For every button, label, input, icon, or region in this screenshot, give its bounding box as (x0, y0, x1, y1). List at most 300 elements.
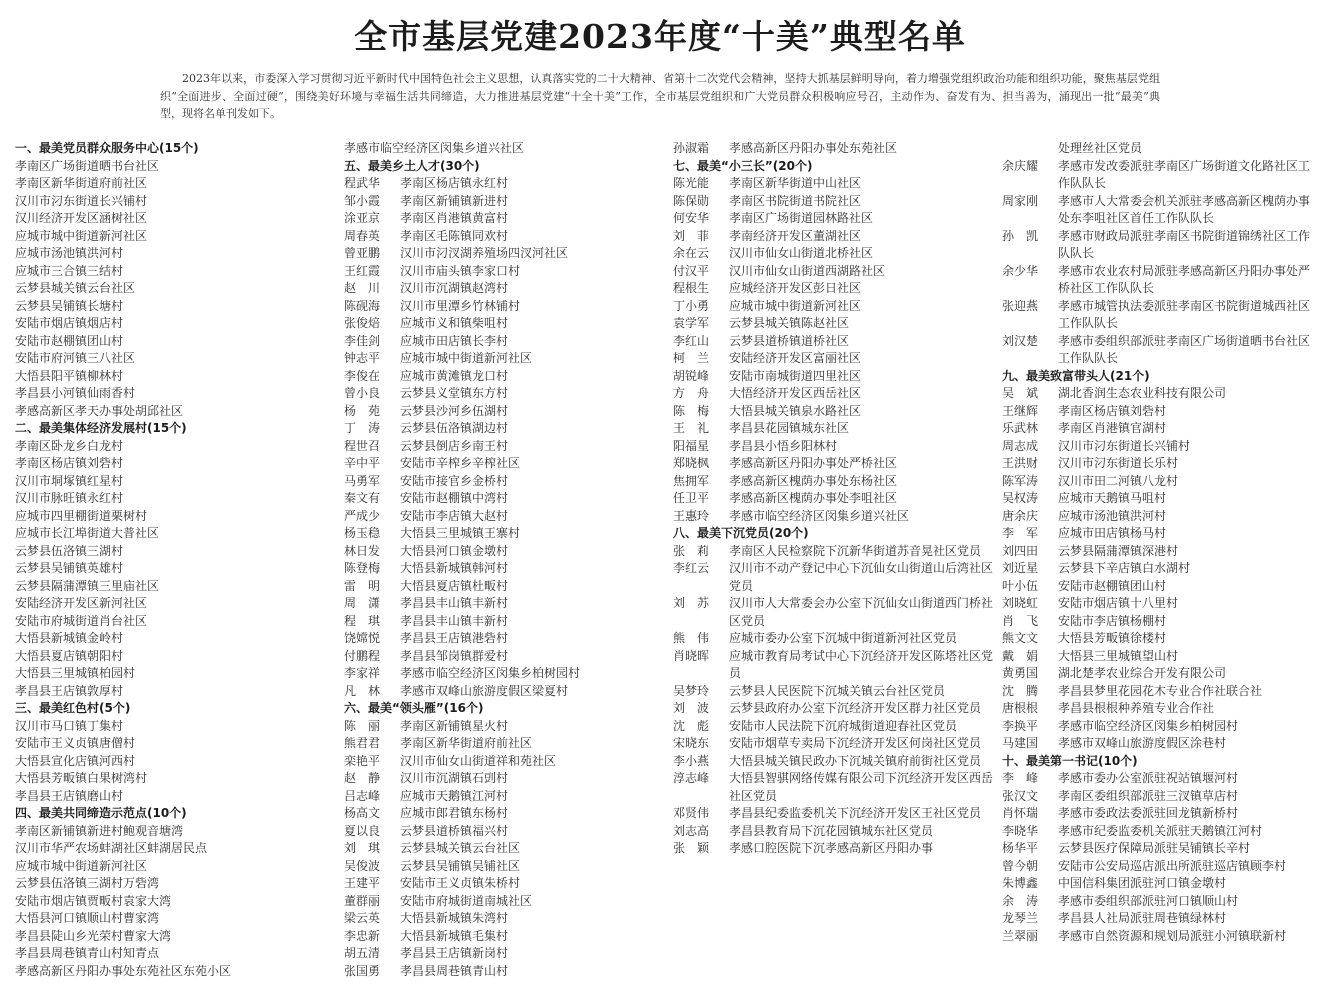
list-item: 云梦县伍洛镇三湖村万砦湾 (15, 876, 160, 890)
honoree-entry (1002, 840, 1314, 858)
list-item: 安陆市王义贞镇唐僧村 (15, 736, 136, 750)
list-column-2 (344, 140, 662, 982)
honoree-name: 胡锐峰 (673, 368, 710, 383)
section-heading: 三、最美红色村(5个) (15, 701, 131, 715)
honoree-name: 曾今朝 (1002, 858, 1039, 873)
honoree-unit: 汉川市田二河镇八龙村 (1058, 473, 1179, 488)
honoree-name: 郑晓枫 (673, 456, 710, 470)
honoree-entry (344, 473, 662, 491)
honoree-entry (1002, 333, 1314, 368)
honoree-name: 张汉文 (1002, 788, 1039, 803)
honoree-name: 熊 伟 (673, 631, 710, 645)
honoree-name: 吴俊波 (344, 858, 381, 873)
list-item: 汉川市马口镇丁集村 (15, 718, 124, 733)
honoree-name: 李小燕 (673, 753, 710, 768)
honoree-entry (673, 438, 995, 456)
honoree-entry (344, 928, 662, 946)
honoree-name: 辛中平 (344, 456, 381, 470)
honoree-unit: 云梦县倒店乡南王村 (400, 438, 509, 453)
honoree-entry (673, 508, 995, 526)
honoree-entry (1002, 630, 1314, 648)
honoree-unit: 应城市田店镇杨马村 (1058, 526, 1167, 540)
honoree-name: 龙琴兰 (1002, 911, 1039, 925)
honoree-name: 周志成 (1002, 438, 1039, 453)
honoree-unit: 孝感高新区槐荫办事处东杨社区 (729, 473, 898, 488)
honoree-unit: 湖北香润生态农业科技有限公司 (1058, 386, 1227, 400)
honoree-entry (673, 735, 995, 753)
honoree-entry (673, 823, 995, 841)
honoree-unit: 汉川市人大常委会办公室下沉仙女山街道西门桥社区党员 (729, 596, 994, 628)
honoree-entry (344, 963, 662, 981)
honoree-unit: 应城市城中街道新河社区 (729, 298, 862, 313)
honoree-name: 周家刚 (1002, 193, 1039, 208)
honoree-name: 钟志平 (344, 351, 381, 365)
honoree-unit: 云梦县沙河乡伍湖村 (400, 403, 509, 418)
honoree-name: 陈 梅 (673, 403, 710, 418)
honoree-name: 程世召 (344, 438, 381, 453)
honoree-name: 宋晓东 (673, 736, 710, 750)
honoree-unit: 云梦县人民医院下沉城关镇云台社区党员 (729, 683, 946, 698)
honoree-unit: 中国信科集团派驻河口镇金墩村 (1058, 876, 1227, 890)
honoree-entry (344, 893, 662, 911)
honoree-entry (673, 700, 995, 718)
honoree-name: 刘汉楚 (1002, 333, 1039, 348)
honoree-entry (344, 665, 662, 683)
honoree-unit: 应城市黄滩镇龙口村 (400, 368, 509, 383)
honoree-name: 赵 静 (344, 771, 381, 785)
honoree-name: 曾亚鹏 (344, 246, 381, 260)
honoree-entry (673, 193, 995, 211)
honoree-name: 栾艳平 (344, 753, 381, 768)
honoree-unit: 应城市教育局考试中心下沉经济开发区陈塔社区党员 (729, 648, 994, 680)
honoree-entry (344, 560, 662, 578)
honoree-entry (1002, 228, 1314, 263)
honoree-unit: 孝昌县周巷镇青山村 (400, 963, 509, 978)
honoree-unit: 孝感市委办公室派驻祝站镇堰河村 (1058, 771, 1239, 785)
honoree-unit: 孝南区新华街道中山社区 (729, 176, 862, 190)
honoree-name: 刘志高 (673, 823, 710, 838)
honoree-unit: 孝南经济开发区董湖社区 (729, 228, 862, 243)
honoree-name: 付汉平 (673, 263, 710, 278)
honoree-unit: 应城市城中街道新河社区 (400, 351, 533, 365)
honoree-name: 付鹏程 (344, 648, 381, 663)
honoree-name: 程 琪 (344, 613, 381, 628)
honoree-name: 陈光能 (673, 176, 710, 190)
list-item: 汉川市垌塚镇红星村 (15, 473, 124, 488)
honoree-unit: 汉川市汈东街道长兴铺村 (1058, 438, 1191, 453)
list-item: 孝昌县王店镇磨山村 (15, 788, 124, 803)
honoree-entry (1002, 508, 1314, 526)
honoree-entry (344, 228, 662, 246)
honoree-name: 王建平 (344, 876, 381, 890)
page-title: 全市基层党建2023年度“十美”典型名单 (354, 17, 966, 56)
honoree-entry (344, 280, 662, 298)
honoree-unit: 孝昌县花园镇城东社区 (729, 421, 850, 435)
honoree-name: 沈 腾 (1002, 683, 1039, 698)
honoree-unit: 安陆市接官乡金桥村 (400, 473, 509, 488)
list-item: 大悟县三里城镇柏园村 (15, 666, 136, 680)
honoree-unit: 孝感市发改委派驻孝南区广场街道文化路社区工作队队长 (1058, 158, 1311, 190)
honoree-entry (344, 683, 662, 701)
honoree-unit: 汉川市仙女山街道祥和苑社区 (400, 753, 557, 768)
honoree-name: 邹小霞 (344, 193, 381, 208)
honoree-entry (344, 420, 662, 438)
list-item: 汉川经济开发区涵树社区 (15, 211, 148, 225)
honoree-unit: 安陆市人民法院下沉府城街道迎春社区党员 (729, 718, 958, 733)
honoree-entry (1002, 910, 1314, 928)
honoree-entry (344, 193, 662, 211)
honoree-name: 胡五清 (344, 946, 381, 960)
honoree-entry (1002, 543, 1314, 561)
honoree-unit: 孝昌县邹岗镇群爱村 (400, 648, 509, 663)
honoree-entry (344, 438, 662, 456)
honoree-entry (673, 333, 995, 351)
honoree-entry (344, 350, 662, 368)
list-item: 云梦县吴铺镇英雄村 (15, 561, 124, 575)
honoree-name: 刘四田 (1002, 543, 1039, 558)
honoree-unit: 孝南区新华街道府前社区 (400, 736, 533, 750)
honoree-unit: 云梦县城关镇云台社区 (400, 841, 521, 855)
honoree-unit: 汉川市汈东街道长乐村 (1058, 456, 1179, 470)
list-item: 云梦县伍洛镇三湖村 (15, 543, 124, 558)
honoree-unit: 孝感市临空经济区闵集乡道兴社区 (729, 508, 910, 523)
honoree-entry (673, 298, 995, 316)
honoree-unit: 安陆市李店镇大赵村 (400, 508, 509, 523)
honoree-name: 黄勇国 (1002, 666, 1039, 680)
honoree-unit: 孝南区毛陈镇同欢村 (400, 228, 509, 243)
honoree-unit: 孝南区人民检察院下沉新华街道苏音晃社区党员 (729, 543, 982, 558)
honoree-name: 李家祥 (344, 666, 381, 680)
honoree-entry (1002, 193, 1314, 228)
honoree-unit: 应城市天鹅镇马咀村 (1058, 491, 1167, 505)
honoree-entry (344, 648, 662, 666)
honoree-unit: 安陆市赵棚镇团山村 (1058, 578, 1167, 593)
honoree-unit: 孝南区杨店镇刘砦村 (1058, 403, 1167, 418)
honoree-name: 刘 菲 (673, 228, 710, 243)
list-item: 汉川市汈东街道长兴铺村 (15, 193, 148, 208)
honoree-unit: 大悟县三里城镇望山村 (1058, 648, 1179, 663)
honoree-name: 程武华 (344, 176, 381, 190)
honoree-name: 柯 兰 (673, 351, 710, 365)
honoree-unit: 孝昌县丰山镇丰新村 (400, 596, 509, 610)
honoree-unit: 云梦县义堂镇东方村 (400, 386, 509, 400)
honoree-unit: 安陆市南城街道四里社区 (729, 368, 862, 383)
list-item: 孝昌县王店镇敦厚村 (15, 683, 124, 698)
honoree-entry (1002, 718, 1314, 736)
honoree-name: 吴 斌 (1002, 386, 1039, 400)
section-heading: 九、最美致富带头人(21个) (1002, 368, 1150, 383)
honoree-unit: 孝感市委政法委派驻回龙镇新桥村 (1058, 806, 1239, 820)
honoree-entry (673, 630, 995, 648)
honoree-unit: 孝南区肖港镇黄富村 (400, 211, 509, 225)
honoree-entry (1002, 385, 1314, 403)
honoree-name: 刘 琪 (344, 841, 381, 855)
honoree-entry (673, 753, 995, 771)
honoree-entry (344, 753, 662, 771)
list-item: 大悟县芳畈镇白果树湾村 (15, 771, 148, 785)
honoree-unit: 大悟县芳畈镇徐楼村 (1058, 631, 1167, 645)
honoree-name: 杨高文 (344, 806, 381, 820)
honoree-unit: 汉川市汈汊湖养殖场四汊河社区 (400, 246, 569, 260)
list-item: 孝感高新区孝天办事处胡邱社区 (15, 403, 184, 418)
honoree-name: 丁 涛 (344, 421, 381, 435)
honoree-entry (673, 228, 995, 246)
honoree-entry (344, 333, 662, 351)
honoree-entry (1002, 823, 1314, 841)
honoree-unit: 孝南区广场街道园林路社区 (729, 211, 874, 225)
honoree-entry (344, 490, 662, 508)
honoree-unit: 云梦县隔蒲潭镇深港村 (1058, 543, 1179, 558)
honoree-entry (1002, 893, 1314, 911)
honoree-entry (673, 455, 995, 473)
honoree-unit: 孝感市双峰山旅游度假区涂巷村 (1058, 736, 1227, 750)
honoree-entry (1002, 665, 1314, 683)
list-item: 应城市城中街道新河社区 (15, 858, 148, 873)
honoree-entry (673, 595, 995, 630)
honoree-entry (1002, 648, 1314, 666)
honoree-name: 王继辉 (1002, 403, 1039, 418)
honoree-name: 周 潇 (344, 596, 381, 610)
honoree-name: 方 舟 (673, 386, 710, 400)
honoree-unit: 安陆市府城街道南城社区 (400, 893, 533, 908)
honoree-entry (1002, 928, 1314, 946)
honoree-name: 唐余庆 (1002, 508, 1039, 523)
honoree-name: 王 礼 (673, 421, 710, 435)
honoree-unit: 安陆市李店镇杨棚村 (1058, 613, 1167, 628)
section-heading: 一、最美党员群众服务中心(15个) (15, 141, 199, 155)
list-item: 安陆经济开发区新河社区 (15, 596, 148, 610)
honoree-name: 淳志峰 (673, 771, 710, 785)
honoree-unit: 孝南区杨店镇永红村 (400, 176, 509, 190)
honoree-entry (344, 823, 662, 841)
honoree-unit: 孝感高新区丹阳办事处严桥社区 (729, 456, 898, 470)
honoree-unit: 安陆市赵棚镇中湾村 (400, 491, 509, 505)
honoree-name: 刘晓虹 (1002, 596, 1039, 610)
honoree-entry (1002, 735, 1314, 753)
honoree-entry (673, 175, 995, 193)
honoree-name: 陈军涛 (1002, 473, 1039, 488)
honoree-name: 袁学军 (673, 316, 710, 330)
honoree-unit: 孝南区新铺镇新进村 (400, 193, 509, 208)
honoree-name: 陈 丽 (344, 718, 381, 733)
honoree-unit: 大悟县夏店镇杜畈村 (400, 578, 509, 593)
honoree-entry (1002, 438, 1314, 456)
honoree-name: 陈保勋 (673, 193, 710, 208)
honoree-name: 王惠玲 (673, 508, 710, 523)
honoree-unit: 孝昌县王店镇港砦村 (400, 631, 509, 645)
honoree-name: 凡 林 (344, 683, 381, 698)
honoree-unit: 孝感市双峰山旅游度假区梁夏村 (400, 683, 569, 698)
honoree-name: 熊君君 (344, 736, 381, 750)
honoree-name: 吕志峰 (344, 788, 381, 803)
honoree-entry (673, 805, 995, 823)
list-item: 云梦县吴铺镇长塘村 (15, 298, 124, 313)
honoree-entry (1002, 700, 1314, 718)
list-item: 安陆市赵棚镇团山村 (15, 333, 124, 348)
honoree-unit: 云梦县伍洛镇湖边村 (400, 421, 509, 435)
honoree-entry (344, 910, 662, 928)
honoree-unit: 湖北楚孝农业综合开发有限公司 (1058, 666, 1227, 680)
honoree-unit: 孝昌县王店镇新岗村 (400, 946, 509, 960)
honoree-entry (673, 718, 995, 736)
honoree-entry (1002, 683, 1314, 701)
honoree-entry (673, 543, 995, 561)
honoree-unit: 孝感口腔医院下沉孝感高新区丹阳办事 (729, 841, 934, 855)
honoree-unit: 安陆经济开发区富丽社区 (729, 351, 862, 365)
honoree-entry (344, 613, 662, 631)
honoree-entry (344, 630, 662, 648)
list-item: 应城市汤池镇洪河村 (15, 246, 124, 260)
list-item: 安陆市府城街道肖台社区 (15, 613, 148, 628)
honoree-name: 赵 川 (344, 281, 381, 295)
honoree-unit: 汉川市不动产登记中心下沉仙女山街道山后湾社区党员 (729, 561, 994, 593)
honoree-unit: 孝感市人大常委会机关派驻孝感高新区槐荫办事处东李咀社区首任工作队队长 (1058, 193, 1311, 225)
list-item: 安陆市烟店镇烟店村 (15, 316, 124, 330)
honoree-entry (344, 578, 662, 596)
honoree-entry (344, 385, 662, 403)
honoree-name: 王红霞 (344, 263, 381, 278)
honoree-name: 余 涛 (1002, 893, 1039, 908)
honoree-name: 余庆耀 (1002, 158, 1039, 173)
honoree-unit: 孝昌县教育局下沉花园镇城东社区党员 (729, 823, 934, 838)
list-column-1 (15, 140, 333, 982)
honoree-name: 余在云 (673, 246, 710, 260)
section-heading: 五、最美乡土人才(30个) (344, 158, 480, 173)
honoree-name: 李红山 (673, 333, 710, 348)
honoree-entry (673, 473, 995, 491)
honoree-unit: 孝南区新铺镇星火村 (400, 718, 509, 733)
honoree-name: 李佳剑 (344, 333, 381, 348)
honoree-name: 涂亚京 (344, 211, 381, 225)
honoree-entry (1002, 525, 1314, 543)
honoree-name: 张俊焙 (344, 316, 381, 330)
list-item: 安陆市府河镇三八社区 (15, 351, 136, 365)
intro-paragraph: 2023年以来，市委深入学习贯彻习近平新时代中国特色社会主义思想，认真落实党的二十大精神、省第十二次党代会精神，坚持大抓基层鲜明导向，着力增强党组织政治功能和组织功能，聚焦基层党组织“全面进步、全面过硬”，围绕美好环境与幸福生活共同缔造，大力推进基层党建“十全十美”工作，全市基层党组织和广大党员群众积极响应号召，主动作为、奋发有为、担当善为，涌现出一批“最美”典型，现将名单刊发如下。 (160, 72, 1160, 120)
honoree-name: 叶小伍 (1002, 578, 1039, 593)
honoree-unit: 云梦县医疗保障局派驻吴铺镇长辛村 (1058, 841, 1251, 855)
honoree-entry (344, 508, 662, 526)
honoree-entry (673, 403, 995, 421)
honoree-unit: 大悟县城关镇民政办下沉城关镇府前街社区党员 (729, 753, 982, 768)
honoree-entry (1002, 805, 1314, 823)
honoree-unit: 安陆市烟店镇十八里村 (1058, 596, 1179, 610)
honoree-name: 肖晓晖 (673, 648, 710, 663)
list-item: 孝感高新区丹阳办事处东苑社区东苑小区 (15, 963, 232, 978)
honoree-unit: 孝南区委组织部派驻三汊镇草店村 (1058, 788, 1239, 803)
honoree-unit: 汉川市庙头镇李家口村 (400, 263, 521, 278)
honoree-entry (344, 805, 662, 823)
honoree-unit: 孝昌县人社局派驻周巷镇绿林村 (1058, 911, 1227, 925)
list-item: 安陆市烟店镇贾畈村袁家大湾 (15, 893, 172, 908)
honoree-entry (673, 385, 995, 403)
section-heading: 二、最美集体经济发展村(15个) (15, 421, 187, 435)
honoree-name: 朱博鑫 (1002, 876, 1039, 890)
honoree-entry (344, 735, 662, 753)
honoree-unit: 孝昌县根根种养殖专业合作社 (1058, 701, 1215, 715)
honoree-entry (673, 350, 995, 368)
honoree-name: 梁云英 (344, 911, 381, 925)
honoree-name: 陈登梅 (344, 561, 381, 575)
honoree-entry (344, 403, 662, 421)
honoree-unit: 应城经济开发区彭日社区 (729, 281, 862, 295)
section-heading: 四、最美共同缔造示范点(10个) (15, 806, 187, 820)
honoree-entry (673, 560, 995, 595)
honoree-entry (1002, 420, 1314, 438)
list-item: 大悟县阳平镇柳林村 (15, 368, 124, 383)
honoree-unit: 孝感市临空经济区闵集乡柏树园村 (400, 666, 581, 680)
honoree-name: 何安华 (673, 211, 710, 225)
honoree-name: 刘 波 (673, 701, 710, 715)
honoree-entry (673, 245, 995, 263)
list-column-3 (673, 140, 995, 982)
honoree-unit: 云梦县下辛店镇白水湖村 (1058, 561, 1191, 575)
list-item: 大悟县新城镇金岭村 (15, 631, 124, 645)
honoree-name: 马建国 (1002, 736, 1039, 750)
honoree-name: 李换平 (1002, 718, 1039, 733)
honoree-name: 肖怀瑞 (1002, 806, 1039, 820)
honoree-entry (673, 315, 995, 333)
honoree-unit: 孝南区书院街道书院社区 (729, 193, 862, 208)
list-item: 孝昌县陡山乡光荣村曹家大湾 (15, 928, 172, 943)
honoree-entry (673, 770, 995, 805)
honoree-entry (673, 140, 995, 158)
honoree-unit: 大悟县三里城镇王寨村 (400, 526, 521, 540)
honoree-entry (344, 263, 662, 281)
honoree-name: 李红云 (673, 561, 710, 575)
honoree-unit: 云梦县吴铺镇吴铺社区 (400, 858, 521, 873)
honoree-name: 肖 飞 (1002, 613, 1039, 628)
honoree-entry (344, 788, 662, 806)
honoree-unit: 孝感高新区丹阳办事处东苑社区 (729, 141, 898, 155)
honoree-unit: 大悟县新城镇韩河村 (400, 561, 509, 575)
honoree-entry (344, 543, 662, 561)
honoree-name: 张迎燕 (1002, 298, 1039, 313)
list-item: 大悟县河口镇顺山村曹家湾 (15, 911, 160, 925)
honoree-unit: 孝感市财政局派驻孝南区书院街道锦绣社区工作队队长 (1058, 228, 1311, 260)
honoree-unit: 云梦县政府办公室下沉经济开发区群力社区党员 (729, 701, 982, 715)
honoree-entry (1002, 595, 1314, 613)
honoree-entry (673, 368, 995, 386)
honoree-name: 刘 苏 (673, 596, 710, 610)
honoree-name: 李 峰 (1002, 771, 1039, 785)
honoree-unit: 孝感市纪委监委机关派驻天鹅镇江河村 (1058, 823, 1263, 838)
honoree-name: 杨玉稳 (344, 526, 381, 540)
honoree-unit: 应城市委办公室下沉城中街道新河社区党员 (729, 631, 958, 645)
list-item: 汉川市华严农场蚌湖社区蚌湖居民点 (15, 841, 208, 855)
honoree-entry (1002, 875, 1314, 893)
honoree-unit: 安陆市辛榨乡辛榨社区 (400, 456, 521, 470)
honoree-name: 乐武林 (1002, 421, 1039, 435)
section-heading: 十、最美第一书记(10个) (1002, 753, 1138, 768)
honoree-unit: 安陆市烟草专卖局下沉经济开发区何岗社区党员 (729, 736, 982, 750)
honoree-unit: 孝感市委组织部派驻河口镇顺山村 (1058, 893, 1239, 908)
honoree-name: 戴 娟 (1002, 648, 1039, 663)
honoree-name: 李晓华 (1002, 823, 1039, 838)
honoree-entry (1002, 788, 1314, 806)
list-item: 孝南区杨店镇刘砦村 (15, 456, 124, 470)
honoree-name: 马勇军 (344, 473, 381, 488)
honoree-name: 饶嫦悦 (344, 631, 381, 645)
honoree-unit: 处理丝社区党员 (1058, 141, 1143, 155)
honoree-unit: 孝昌县纪委监委机关下沉经济开发区王社区党员 (729, 806, 982, 820)
honoree-unit: 孝感市自然资源和规划局派驻小河镇联新村 (1058, 928, 1287, 943)
honoree-unit: 应城市郎君镇东杨村 (400, 806, 509, 820)
honoree-entry (1002, 560, 1314, 578)
honoree-unit: 孝感市临空经济区闵集乡柏树园村 (1058, 718, 1239, 733)
honoree-entry (673, 490, 995, 508)
honoree-entry (344, 945, 662, 963)
honoree-name: 邓贤伟 (673, 806, 710, 820)
